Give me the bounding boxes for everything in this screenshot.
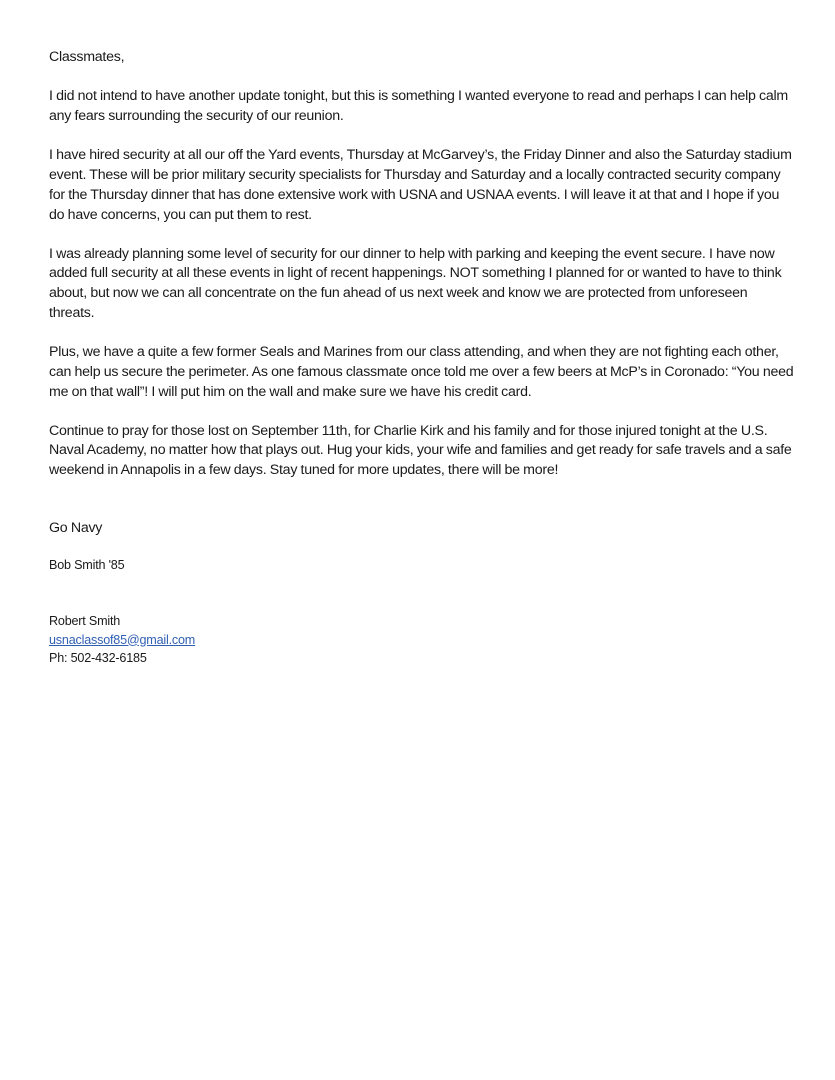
signoff: Bob Smith '85 [49, 557, 125, 572]
paragraph-intro: I did not intend to have another update tonight, but this is something I wanted everyone to read and perhaps I can help calm any fears surrounding the security of our reunion. [49, 88, 788, 125]
paragraph-pray: Continue to pray for those lost on September 11th, for Charlie Kirk and his family and for those injured tonight at the U.S. Naval Academy, no matter how that plays out. Hug your kids, your wife and families and get ready for safe travels and a safe weekend in Annapolis in a few days. Stay tuned for more updates, there will be more! [49, 422, 792, 479]
paragraph-security-planning: I was already planning some level of security for our dinner to help with parking and keeping the event secure. I have now added full security at all these events in light of recent happenings. NOT something I planned for or wanted to have to think about, but now we can all concentrate on the fun ahead of us next week and know we are protected from unforeseen threats. [49, 245, 782, 321]
paragraph-security-hired: I have hired security at all our off the Yard events, Thursday at McGarvey’s, the Friday Dinner and also the Saturday stadium event. These will be prior military security specialists for Thursday and Saturday and a locally contracted security company for the Thursday dinner that has done extensive work with USNA and USNAA events. I will leave it at that and I hope if you do have concerns, you can put them to rest. [49, 147, 792, 223]
letter-body [49, 48, 794, 539]
closing: Go Navy [49, 519, 103, 536]
greeting: Classmates, [49, 49, 125, 65]
letter-page [49, 48, 794, 667]
signature-block [49, 612, 794, 667]
email-link[interactable]: usnaclassof85@gmail.com [49, 632, 196, 647]
paragraph-seals-marines: Plus, we have a quite a few former Seals and Marines from our class attending, and when they are not fighting each other, can help us secure the perimeter. As one famous classmate once told me over a few beers at McP’s in Coronado: “You need me on that wall”! I will put him on the wall and make sure we have his credit card. [49, 343, 794, 400]
signature-phone: Ph: 502-432-6185 [49, 650, 147, 665]
signature-name: Robert Smith [49, 614, 121, 629]
